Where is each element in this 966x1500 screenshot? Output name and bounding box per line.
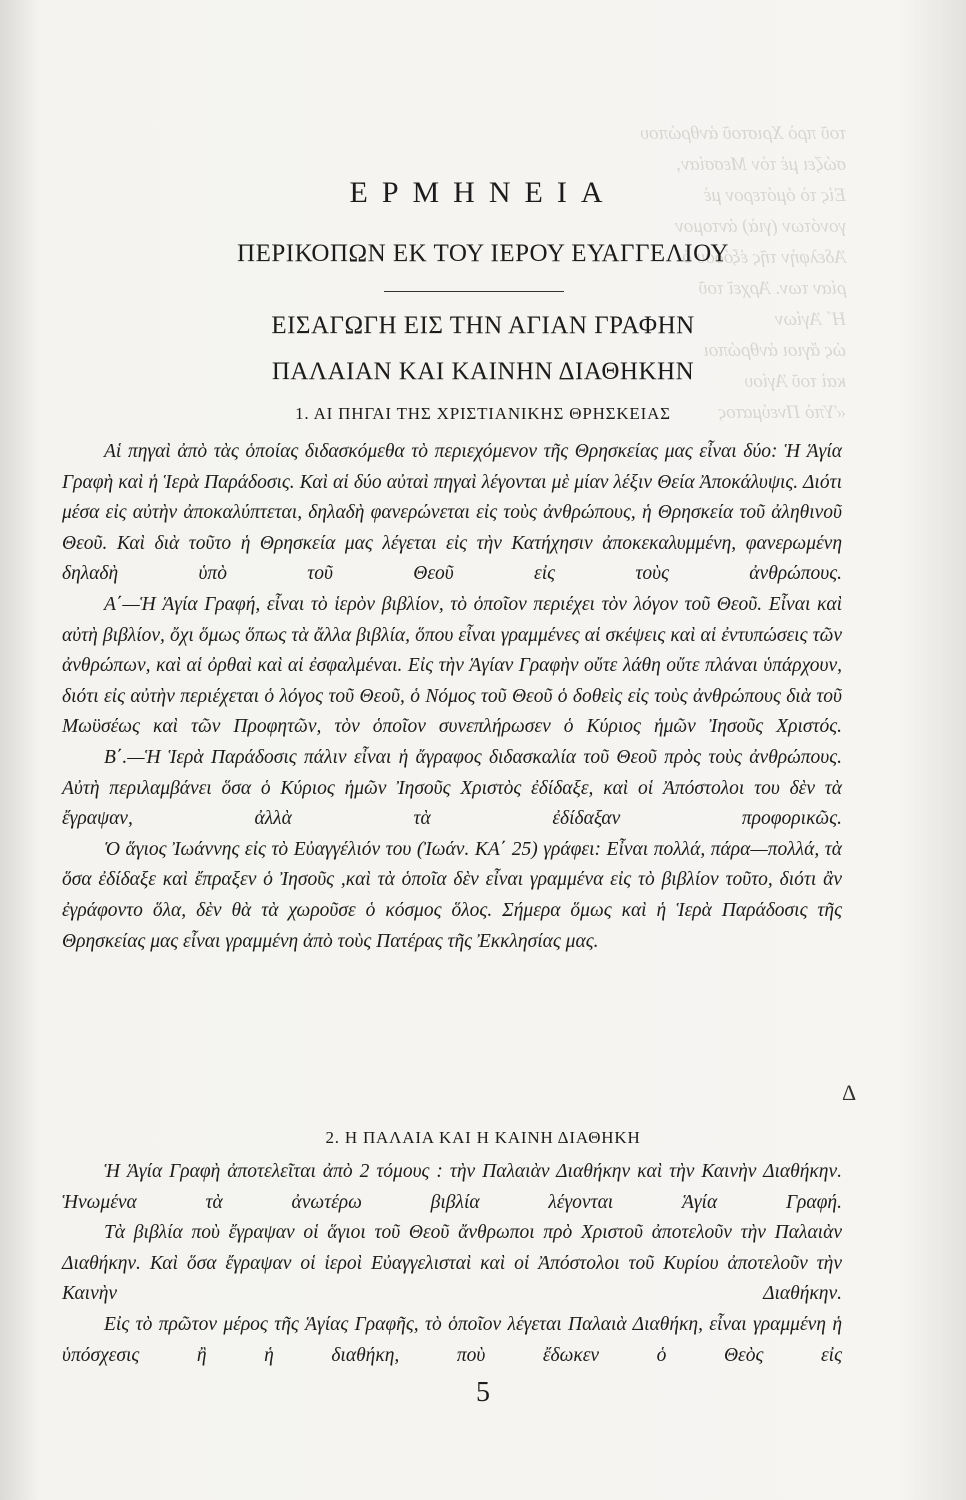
section-heading-1: 1. ΑΙ ΠΗΓΑΙ ΤΗΣ ΧΡΙΣΤΙΑΝΙΚΗΣ ΘΡΗΣΚΕΙΑΣ <box>295 404 671 423</box>
paragraph: Τὰ βιβλία ποὺ ἔγραψαν οἱ ἅγιοι τοῦ Θεοῦ ἄνθρωποι πρὸ Χριστοῦ ἀποτελοῦν τὴν Παλαιὰν Διαθήκην. Καὶ ὅσα ἔγραψαν οἱ ἱεροὶ Εὐαγγελισταὶ καὶ οἱ Ἀπόστολοι τοῦ Κυρίου ἀποτελοῦν τὴν Καινὴν Διαθήκην. <box>62 1222 842 1305</box>
paragraph: Ἡ Ἁγία Γραφὴ ἀποτελεῖται ἀπὸ 2 τόμους : τὴν Παλαιὰν Διαθήκην καὶ τὴν Καινὴν Διαθήκην. Ἡνωμένα τὰ ἀνωτέρω βιβλία λέγονται Ἁγία Γραφή. <box>62 1161 842 1213</box>
paragraph: Α΄—Ἡ Ἁγία Γραφή, εἶναι τὸ ἱερὸν βιβλίον, τὸ ὁποῖον περιέχει τὸν λόγον τοῦ Θεοῦ. Εἶναι καὶ αὐτὴ βιβλίον, ὄχι ὅμως ὅπως τὰ ἄλλα βιβλία, ὅπου εἶναι γραμμένες αἱ σκέψεις καὶ αἱ ἐντυπώσεις τῶν ἀνθρώπων, καὶ αἱ ὀρθαὶ καὶ αἱ ἐσφαλμέναι. Εἰς τὴν Ἁγίαν Γραφὴν οὔτε λάθη οὔτε πλάναι ὑπάρχουν, διότι εἰς αὐτὴν περιέχεται ὁ λόγος τοῦ Θεοῦ, ὁ Νόμος τοῦ Θεοῦ ὁ δοθεὶς εἰς τοὺς ἀνθρώπους διὰ τοῦ Μωϋσέως καὶ τῶν Προφητῶν, τὸν ὁποῖον συνεπλήρωσεν ὁ Κύριος ἡμῶν Ἰησοῦς Χριστός. <box>62 593 842 738</box>
title-divider <box>384 291 564 292</box>
paragraph: Αἱ πηγαὶ ἀπὸ τὰς ὁποίας διδασκόμεθα τὸ περιεχόμενον τῆς Θρησκείας μας εἶναι δύο: Ἡ Ἁγία Γραφὴ καὶ ἡ Ἱερὰ Παράδοσις. Καὶ αἱ δύο αὐταὶ πηγαὶ λέγονται μὲ μίαν λέξιν Θεία Ἀποκάλυψις. Διότι μέσα εἰς αὐτὴν ἀποκαλύπτεται, δηλαδὴ φανερώνεται εἰς τοὺς ἀνθρώπους, ἡ Θρησκεία τοῦ ἀληθινοῦ Θεοῦ. Καὶ διὰ τοῦτο ἡ Θρησκεία μας λέγεται εἰς τὴν Κατήχησιν ἀποκεκαλυμμένη, φανερωμένη δηλαδὴ ὑπὸ τοῦ Θεοῦ εἰς τοὺς ἀνθρώπους. <box>62 441 842 585</box>
paragraph: Ὁ ἅγιος Ἰωάννης εἰς τὸ Εὐαγγέλιόν του (Ἰωάν. ΚΑ΄ 25) γράφει: Εἶναι πολλά, πάρα—πολλά, τὰ ὅσα ἐδίδαξε καὶ ἔπραξεν ὁ Ἰησοῦς ,καὶ τὰ ὁποῖα δὲν εἶναι γραμμένα εἰς τὸ βιβλίον τοῦτο, διότι ἂν ἐγράφοντο ὅλα, δὲν θὰ τὰ χωροῦσε ὁ κόσμος ὅλος. Σήμερα ὅμως καὶ ἡ Ἱερὰ Παράδοσις τῆς Θρησκείας μας εἶναι γραμμένη ἀπὸ τοὺς Πατέρας τῆς Ἐκκλησίας μας. <box>62 838 842 952</box>
subtitle: ΠΕΡΙΚΟΠΩΝ ΕΚ ΤΟΥ ΙΕΡΟΥ ΕΥΑΓΓΕΛΙΟΥ <box>237 240 729 267</box>
intro-subtitle: ΠΑΛΑΙΑΝ ΚΑΙ ΚΑΙΝΗΝ ΔΙΑΘΗΚΗΝ <box>271 358 695 385</box>
page-number: 5 <box>476 1377 490 1408</box>
bleed-through: τοῦ πρὸ Χριστοῦ ἀνθρώπου σώζει μὲ τὸν Μεσσίαν, Εἰς τὸ ὁμότερον μὲ γονότων (γιὰ) ἀντομον Ἀδελφὴν τῆς ἐξόδου ὁ ρίαν των. Ἀρχεῖ τοῦ Η΄ Ἀγίων ὡς ἄγιοι ἀνθρώποι καὶ τοῦ Ἁγίου «Ὑπὸ Πνεύματος <box>640 123 846 423</box>
paragraph: Εἰς τὸ πρῶτον μέρος τῆς Ἁγίας Γραφῆς, τὸ ὁποῖον λέγεται Παλαιὰ Διαθήκη, εἶναι γραμμένη ἡ ὑπόσχεσις ἢ ἡ διαθήκη, ποὺ ἔδωκεν ὁ Θεὸς εἰς <box>62 1313 842 1366</box>
section-2-body <box>62 1157 842 1371</box>
section-heading-2: 2. Η ΠΑΛΑΙΑ ΚΑΙ Η ΚΑΙΝΗ ΔΙΑΘΗΚΗ <box>325 1128 641 1147</box>
intro-title: ΕΙΣΑΓΩΓΗ ΕΙΣ ΤΗΝ ΑΓΙΑΝ ΓΡΑΦΗΝ <box>271 312 695 339</box>
main-title: ΕΡΜΗΝΕΙΑ <box>349 176 617 209</box>
margin-mark: Δ <box>842 1080 857 1105</box>
section-1-body <box>62 437 842 957</box>
paragraph: Β΄.—Ἡ Ἱερὰ Παράδοσις πάλιν εἶναι ἡ ἄγραφος διδασκαλία τοῦ Θεοῦ πρὸς τοὺς ἀνθρώπους. Αὐτὴ περιλαμβάνει ὅσα ὁ Κύριος ἡμῶν Ἰησοῦς Χριστὸς ἐδίδαξε, καὶ οἱ Ἀπόστολοι του δὲν τὰ ἔγραψαν, ἀλλὰ τὰ ἐδίδαξαν προφορικῶς. <box>62 746 842 830</box>
